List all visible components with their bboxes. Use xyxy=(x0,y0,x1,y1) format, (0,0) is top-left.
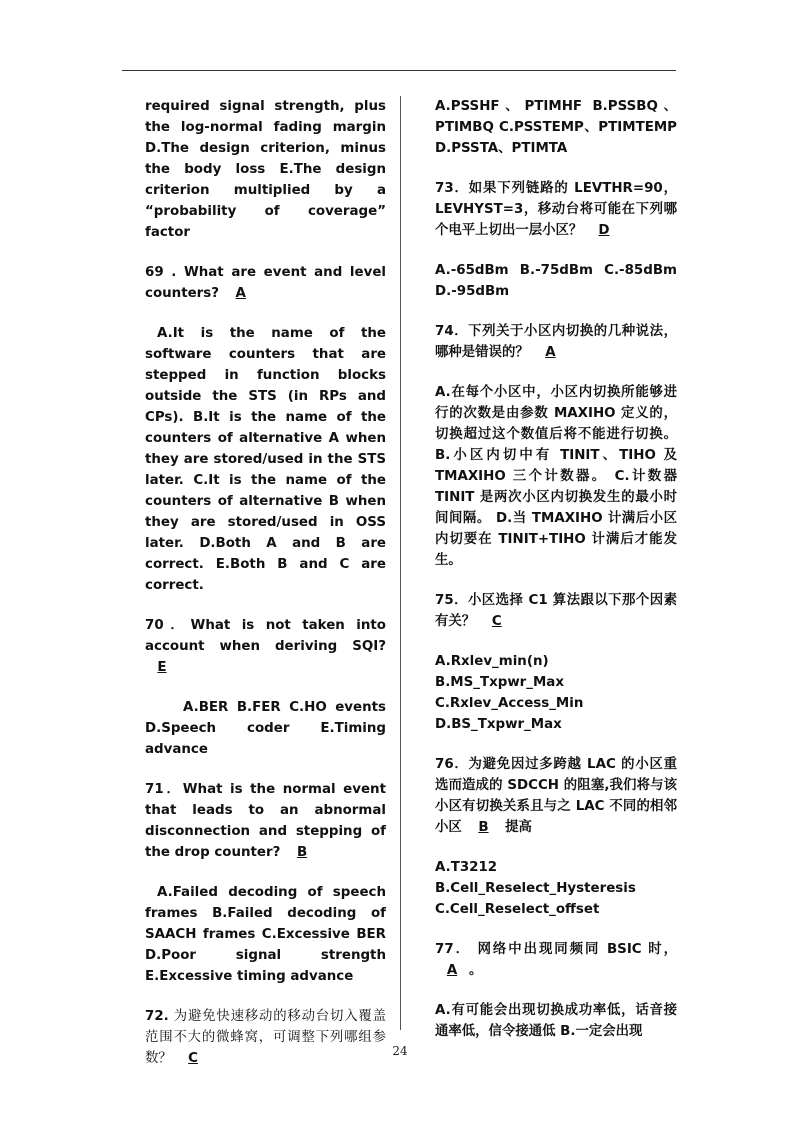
q77-question-text: 77． 网络中出现同频同 BSIC 时， xyxy=(435,942,677,957)
q72-number: 72. xyxy=(145,1009,169,1024)
q75-question xyxy=(435,590,677,632)
q71-question xyxy=(145,779,386,863)
q73-question-text: 73．如果下列链路的 LEVTHR=90，LEVHYST=3，移动台将可能在下列哪个电平上切出一层小区？ xyxy=(435,181,677,238)
q76-answer: B xyxy=(478,820,489,835)
q77-suffix: 。 xyxy=(469,963,483,978)
q76-question-text: 76．为避免因过多跨越 LAC 的小区重选而造成的 SDCCH 的阻塞,我们将与该小区有切换关系且与之 LAC 不同的相邻小区 xyxy=(435,757,677,835)
page-number: 24 xyxy=(392,1044,408,1058)
q74-answer: A xyxy=(545,345,556,360)
q74-question xyxy=(435,321,677,363)
q76-options: A.T3212 B.Cell_Reselect_Hysteresis C.Cell_Reselect_offset xyxy=(435,860,636,917)
q76-suffix: 提高 xyxy=(500,820,532,835)
q72-question-text: 为避免快速移动的移动台切入覆盖范围不大的微蜂窝，可调整下列哪组参数？ xyxy=(145,1009,386,1066)
q72-question xyxy=(145,1006,386,1069)
q73-options: A.-65dBm B.-75dBm C.-85dBm D.-95dBm xyxy=(435,263,677,299)
q77-answer: A xyxy=(446,963,458,978)
q73-question xyxy=(435,178,677,241)
column-divider xyxy=(400,96,401,1030)
q74-options: A.在每个小区中，小区内切换所能够进行的次数是由参数 MAXIHO 定义的，切换超过这个数值后将不能进行切换。 B.小区内切中有 TINIT、TIHO 及 TMAXIHO 三个计数器。 C.计数器 TINIT 是两次小区内切换发生的最小时间间隔。 D.当 TMAXIHO 计满后小区内切要在 TINIT+TIHO 计满后才能发生。 xyxy=(435,385,677,568)
q76-question xyxy=(435,754,677,838)
q72-answer: C xyxy=(188,1051,198,1066)
q69-question xyxy=(145,262,386,304)
q70-answer: E xyxy=(157,660,167,675)
q77-options: A.有可能会出现切换成功率低，话音接通率低，信令接通低 B.一定会出现 xyxy=(435,1003,677,1039)
q75-answer: C xyxy=(491,614,502,629)
q71-options: A.Failed decoding of speech frames B.Failed decoding of SAACH frames C.Excessive BER D.Poor signal strength E.Excessive timing advance xyxy=(145,885,386,984)
q71-answer: B xyxy=(296,845,308,860)
q70-question xyxy=(145,615,386,678)
q73-answer: D xyxy=(598,223,610,238)
q75-question-text: 75．小区选择 C1 算法跟以下那个因素有关？ xyxy=(435,593,677,629)
right-column xyxy=(435,96,677,1061)
q74-question-text: 74．下列关于小区内切换的几种说法，哪种是错误的？ xyxy=(435,324,677,360)
q70-options: A.BER B.FER C.HO events D.Speech coder E.Timing advance xyxy=(145,700,386,757)
q71-question-text: 71．What is the normal event that leads to an abnormal disconnection and stepping of the drop counter? xyxy=(145,782,386,860)
q69-options: A.It is the name of the software counters that are stepped in function blocks outside the STS (in RPs and CPs). B.It is the name of the counters of alternative A when they are stored/used in the STS later. C.It is the name of the counters of alternative B when they are stored/used in OSS later. D.Both A and B are correct. E.Both B and C are correct. xyxy=(145,326,386,593)
q70-question-text: 70．What is not taken into account when deriving SQI? xyxy=(145,618,386,654)
left-column xyxy=(145,96,386,1088)
q72-options: A.PSSHF、PTIMHF B.PSSBQ、PTIMBQ C.PSSTEMP、PTIMTEMP D.PSSTA、PTIMTA xyxy=(435,99,677,156)
q69-question-text: 69 . What are event and level counters? xyxy=(145,265,386,301)
q68-options-tail: required signal strength, plus the log-normal fading margin D.The design criterion, minus the body loss E.The design criterion multiplied by a “probability of coverage” factor xyxy=(145,99,386,240)
header-rule xyxy=(122,70,676,71)
q75-options: A.Rxlev_min(n) B.MS_Txpwr_Max C.Rxlev_Access_Min D.BS_Txpwr_Max xyxy=(435,654,584,732)
q77-question xyxy=(435,939,677,981)
q69-answer: A xyxy=(235,286,246,301)
